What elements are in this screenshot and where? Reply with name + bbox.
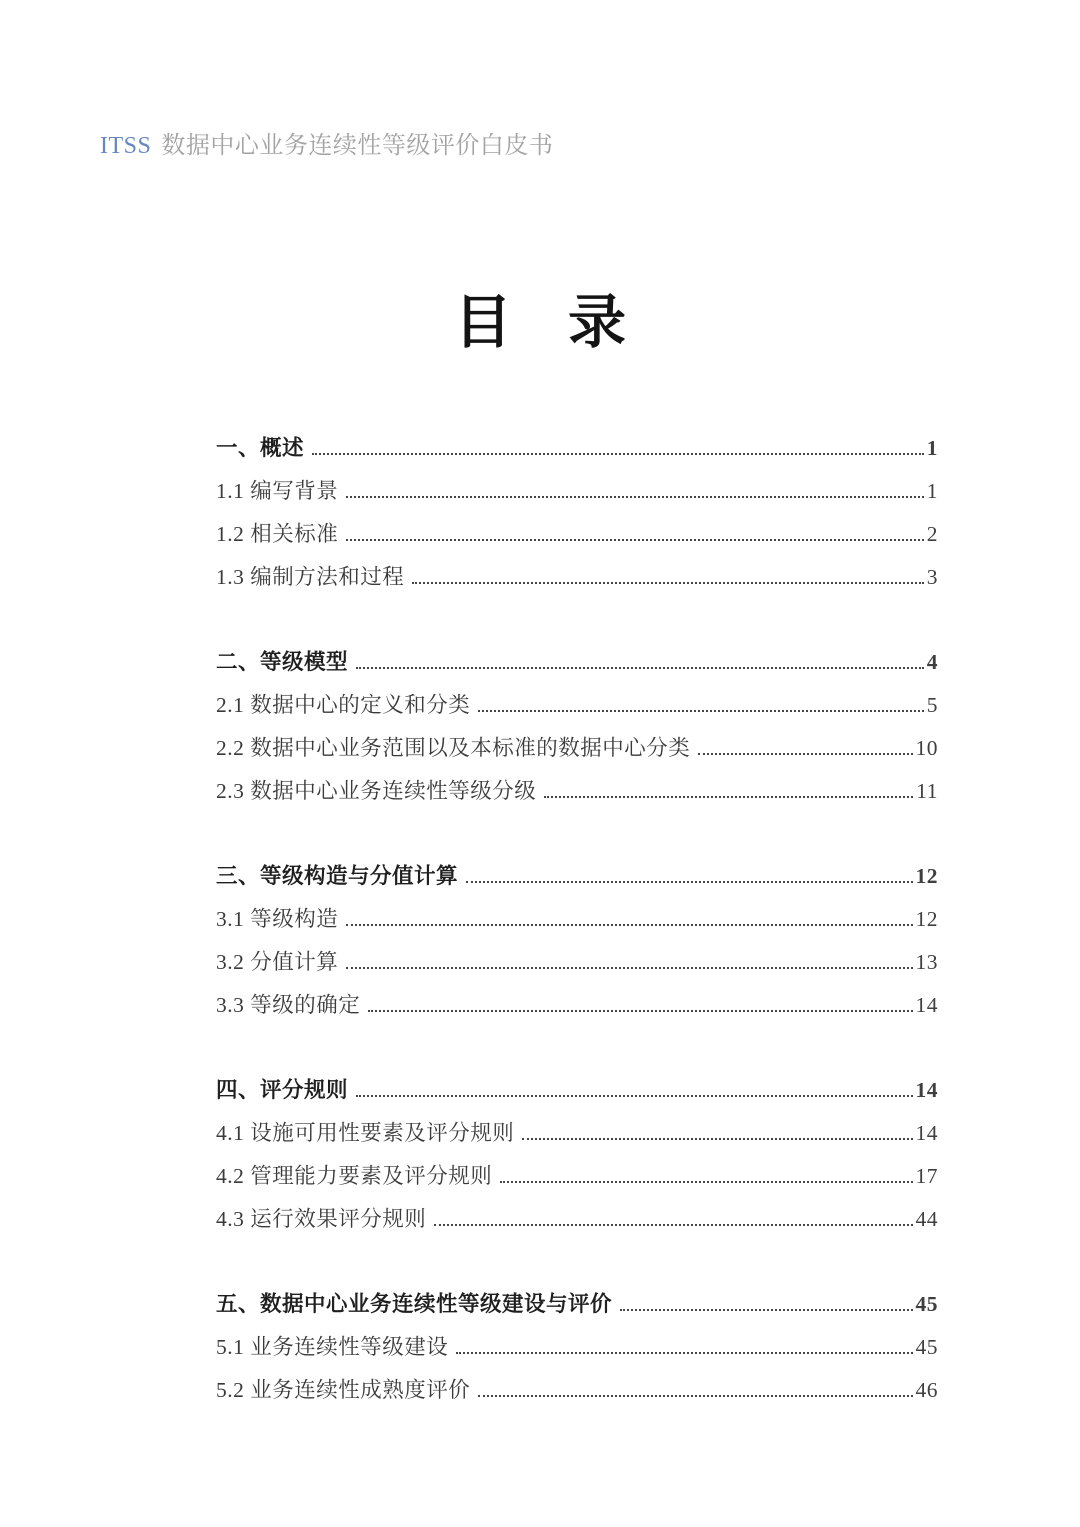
toc-entry-label: 一、概述 xyxy=(216,436,305,460)
dot-leader xyxy=(544,796,913,798)
page-title-char-second: 录 xyxy=(568,290,627,355)
toc-item-row xyxy=(216,941,938,984)
dot-leader xyxy=(412,582,923,584)
toc-entry-label: 四、评分规则 xyxy=(216,1078,349,1102)
toc-entry-page: 17 xyxy=(915,1164,938,1188)
dot-leader xyxy=(346,967,912,969)
toc-entry-label: 2.3 数据中心业务连续性等级分级 xyxy=(216,779,537,803)
toc-entry-label: 4.2 管理能力要素及评分规则 xyxy=(216,1164,493,1188)
toc-entry-page: 1 xyxy=(926,479,938,503)
toc-entry-label: 5.1 业务连续性等级建设 xyxy=(216,1335,449,1359)
toc-entry-label: 5.2 业务连续性成熟度评价 xyxy=(216,1378,471,1402)
dot-leader xyxy=(478,1395,912,1397)
dot-leader xyxy=(312,453,924,455)
page-title xyxy=(0,288,1080,358)
dot-leader xyxy=(346,539,923,541)
dot-leader xyxy=(500,1181,912,1183)
toc-entry-page: 11 xyxy=(916,779,938,803)
toc-entry-page: 1 xyxy=(926,436,938,460)
toc-item-row xyxy=(216,684,938,727)
toc-item-row xyxy=(216,1155,938,1198)
toc-item-row xyxy=(216,898,938,941)
dot-leader xyxy=(356,667,924,669)
toc-entry-page: 44 xyxy=(915,1207,938,1231)
toc-entry-page: 2 xyxy=(926,522,938,546)
toc-entry-page: 4 xyxy=(926,650,938,674)
toc-entry-label: 3.3 等级的确定 xyxy=(216,993,361,1017)
toc-entry-label: 4.3 运行效果评分规则 xyxy=(216,1207,427,1231)
dot-leader xyxy=(478,710,923,712)
toc xyxy=(216,427,938,1412)
toc-entry-page: 10 xyxy=(915,736,938,760)
toc-item-row xyxy=(216,1112,938,1155)
toc-section xyxy=(216,1283,938,1412)
toc-section xyxy=(216,855,938,1027)
toc-entry-label: 3.1 等级构造 xyxy=(216,907,339,931)
toc-item-row xyxy=(216,727,938,770)
toc-entry-label: 五、数据中心业务连续性等级建设与评价 xyxy=(216,1292,613,1316)
dot-leader xyxy=(522,1138,912,1140)
dot-leader xyxy=(434,1224,912,1226)
toc-entry-label: 4.1 设施可用性要素及评分规则 xyxy=(216,1121,515,1145)
toc-heading-row xyxy=(216,1069,938,1112)
dot-leader xyxy=(356,1095,912,1097)
toc-entry-page: 3 xyxy=(926,565,938,589)
toc-item-row xyxy=(216,556,938,599)
toc-heading-row xyxy=(216,1283,938,1326)
toc-entry-label: 1.3 编制方法和过程 xyxy=(216,565,405,589)
toc-heading-row xyxy=(216,427,938,470)
dot-leader xyxy=(456,1352,912,1354)
toc-item-row xyxy=(216,984,938,1027)
toc-item-row xyxy=(216,1198,938,1241)
header-title: 数据中心业务连续性等级评价白皮书 xyxy=(161,133,554,159)
toc-entry-label: 2.1 数据中心的定义和分类 xyxy=(216,693,471,717)
dot-leader xyxy=(466,881,912,883)
toc-heading-row xyxy=(216,641,938,684)
toc-entry-page: 45 xyxy=(915,1335,938,1359)
toc-entry-page: 14 xyxy=(915,1078,938,1102)
toc-entry-label: 1.1 编写背景 xyxy=(216,479,339,503)
toc-entry-label: 三、等级构造与分值计算 xyxy=(216,864,459,888)
toc-entry-page: 12 xyxy=(915,864,938,888)
toc-entry-page: 46 xyxy=(915,1378,938,1402)
page-header xyxy=(100,132,553,161)
toc-item-row xyxy=(216,470,938,513)
dot-leader xyxy=(368,1010,912,1012)
toc-entry-label: 2.2 数据中心业务范围以及本标准的数据中心分类 xyxy=(216,736,691,760)
toc-section xyxy=(216,1069,938,1241)
toc-entry-page: 14 xyxy=(915,1121,938,1145)
toc-item-row xyxy=(216,513,938,556)
brand-label: ITSS xyxy=(100,133,152,159)
toc-entry-label: 二、等级模型 xyxy=(216,650,349,674)
dot-leader xyxy=(346,924,912,926)
toc-entry-page: 12 xyxy=(915,907,938,931)
toc-item-row xyxy=(216,1326,938,1369)
dot-leader xyxy=(698,753,912,755)
toc-item-row xyxy=(216,1369,938,1412)
dot-leader xyxy=(346,496,923,498)
toc-entry-page: 45 xyxy=(915,1292,938,1316)
toc-section xyxy=(216,641,938,813)
toc-item-row xyxy=(216,770,938,813)
toc-entry-label: 1.2 相关标准 xyxy=(216,522,339,546)
page-title-char-first: 目 xyxy=(453,290,512,355)
toc-entry-page: 13 xyxy=(915,950,938,974)
toc-entry-label: 3.2 分值计算 xyxy=(216,950,339,974)
toc-entry-page: 5 xyxy=(926,693,938,717)
toc-entry-page: 14 xyxy=(915,993,938,1017)
dot-leader xyxy=(620,1309,912,1311)
toc-section xyxy=(216,427,938,599)
toc-heading-row xyxy=(216,855,938,898)
